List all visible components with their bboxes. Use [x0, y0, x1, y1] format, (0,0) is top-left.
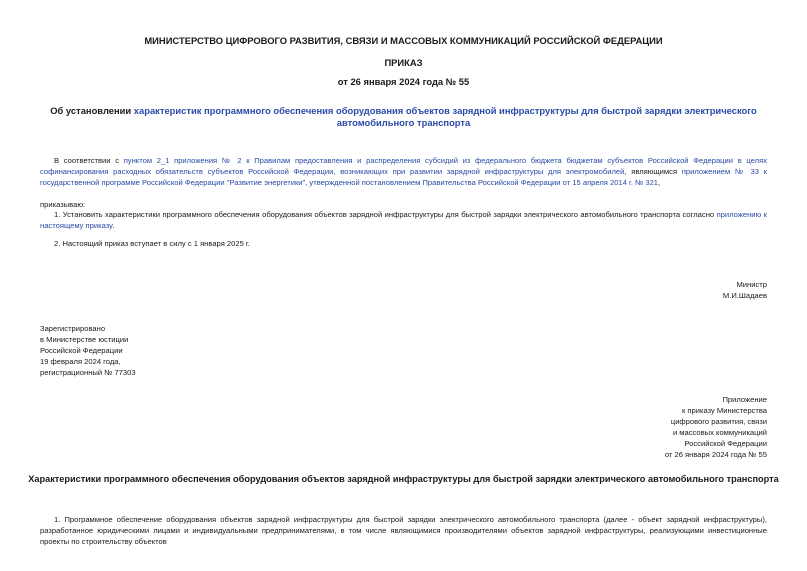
signature-name: М.И.Шадаев — [722, 291, 767, 300]
order-item-1 — [40, 209, 767, 231]
order-item-1-text: 1. Установить характеристики программного обеспечения оборудования объектов зарядной инфраструктуры для быстрой зарядки электрического автомобильного транспорта согласно — [54, 210, 717, 219]
preamble-link-program[interactable]: приложением № 33 к государственной программе Российской Федерации "Развитие энергетики", утвержденной постановлением Правительства Российской Федерации от 15 апреля 2014 г. № 321 — [40, 167, 767, 187]
preamble-text-2: , являющимся — [624, 167, 682, 176]
appendix-reference-line: и массовых коммуникаций — [672, 428, 767, 437]
order-item-1-link[interactable]: приложению к настоящему приказу — [40, 210, 767, 230]
appendix-title: Характеристики программного обеспечения оборудования объектов зарядной инфраструктуры для быстрой зарядки электрического автомобильного транспорта — [28, 474, 779, 484]
preamble-text-3: , — [658, 178, 661, 187]
preamble-text-1: В соответствии с — [54, 156, 124, 165]
appendix-item-1: 1. Программное обеспечение оборудования объектов зарядной инфраструктуры для быстрой зарядки электрического автомобильного транспорта (далее - объект зарядной инфраструктуры), разработанное юридическими лицами и индивидуальными предпринимателями, в том числе являющимися производителями объектов зарядной инфраструктуры, реализующими инвестиционные проекты по строительству объектов — [40, 515, 767, 546]
ministry-heading: МИНИСТЕРСТВО ЦИФРОВОГО РАЗВИТИЯ, СВЯЗИ И МАССОВЫХ КОММУНИКАЦИЙ РОССИЙСКОЙ ФЕДЕРАЦИИ — [144, 35, 663, 46]
registration-line: Зарегистрировано — [40, 324, 106, 333]
registration-block — [40, 323, 136, 378]
order-item-2: 2. Настоящий приказ вступает в силу с 1 января 2025 г. — [54, 239, 250, 248]
registration-line: регистрационный № 77303 — [40, 368, 136, 377]
signature-position: Министр — [736, 280, 767, 289]
appendix-reference-line: к приказу Министерства — [681, 406, 767, 415]
subject-link[interactable]: характеристик программного обеспечения оборудования объектов зарядной инфраструктуры для быстрой зарядки электрического автомобильного транспорта — [133, 105, 757, 128]
signature-block — [723, 279, 767, 301]
registration-line: 19 февраля 2024 года, — [40, 357, 121, 366]
order-item-1-end: . — [112, 221, 115, 230]
registration-line: в Министерстве юстиции — [40, 335, 129, 344]
preamble-link-rules[interactable]: пунктом 2_1 приложения № 2 к Правилам предоставления и распределения субсидий из федерального бюджета бюджетам субъектов Российской Федерации в целях софинансирования расходных обязательств субъектов Российской Федерации, возникающих при развитии зарядной инфраструктуры для электромобилей — [40, 156, 767, 176]
order-word: приказываю: — [40, 200, 86, 209]
document-type: ПРИКАЗ — [384, 57, 423, 68]
appendix-reference-line: цифрового развития, связи — [670, 417, 767, 426]
appendix-reference-line: Российской Федерации — [684, 439, 767, 448]
registration-line: Российской Федерации — [40, 346, 123, 355]
subject-prefix: Об установлении — [50, 105, 134, 116]
appendix-reference-line: от 26 января 2024 года № 55 — [664, 450, 767, 459]
appendix-reference-block — [665, 394, 767, 460]
document-date-number: от 26 января 2024 года № 55 — [337, 76, 470, 87]
document-subject — [40, 105, 767, 129]
appendix-reference-line: Приложение — [722, 395, 767, 404]
preamble-paragraph — [40, 155, 767, 188]
